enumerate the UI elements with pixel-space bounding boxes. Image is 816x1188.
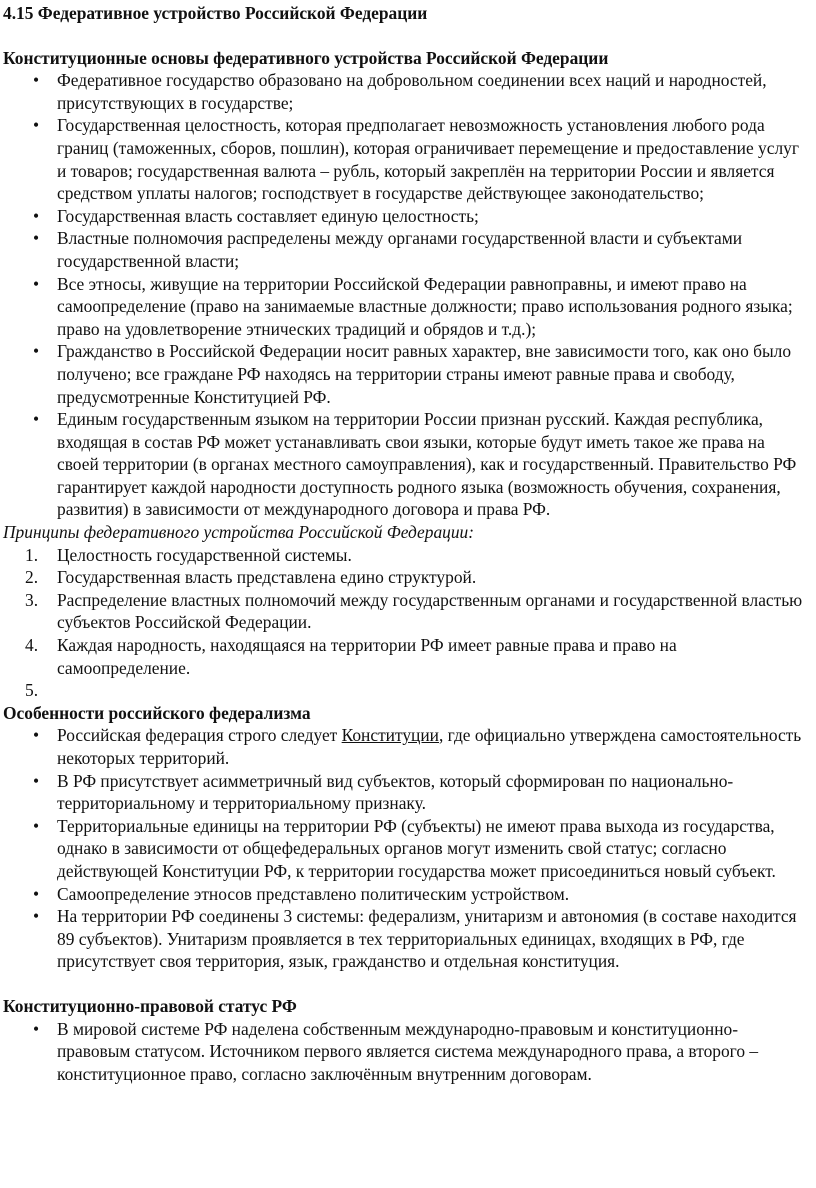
numbered-item bbox=[3, 566, 806, 589]
bullet-icon: • bbox=[32, 906, 40, 927]
legal-status-list bbox=[3, 1018, 806, 1086]
section-heading-legal-status: Конституционно-правовой статус РФ bbox=[3, 995, 297, 1016]
numbered-item-text: Целостность государственной системы. bbox=[57, 544, 352, 565]
list-item-text: Государственная целостность, которая предполагает невозможность установления любого рода границ (таможенных, сборов, пошлин), которая ограничивает перемещение и предоставление услуг и товаров; государственная валюта – рубль, который закреплён на территории России и является средством уплаты налогов; господствует в государстве действующее законодательство; bbox=[57, 115, 799, 204]
list-item-text: На территории РФ соединены 3 системы: федерализм, унитаризм и автономия (в составе находится 89 субъектов). Унитаризм проявляется в тех территориальных единицах, входящих в РФ, где присутствует своя территория, язык, гражданство и отдельная конституция. bbox=[57, 906, 797, 972]
list-item-text-end: , где официально утверждена самостоятельность некоторых территорий. bbox=[57, 725, 802, 768]
bullet-icon: • bbox=[32, 1018, 40, 1039]
principles-heading: Принципы федеративного устройства Российской Федерации: bbox=[3, 522, 475, 543]
bullet-icon: • bbox=[32, 815, 40, 836]
list-item-text: В РФ присутствует асимметричный вид субъектов, который сформирован по национально-территориальному и территориальному признаку. bbox=[57, 770, 734, 814]
section-heading-russian-federalism: Особенности российского федерализма bbox=[3, 702, 311, 723]
list-item bbox=[3, 273, 806, 341]
list-item-text: Гражданство в Российской Федерации носит равных характер, вне зависимости того, как оно было получено; все граждане РФ находясь на территории страны имеют равные права и свободу, предусмотренные Конституцией РФ. bbox=[57, 341, 792, 407]
constitutional-basis-list bbox=[3, 69, 806, 521]
item-number: 3. bbox=[25, 589, 39, 610]
federalism-features-list bbox=[3, 724, 806, 973]
list-item bbox=[3, 770, 806, 815]
bullet-icon: • bbox=[32, 273, 40, 294]
list-item bbox=[3, 815, 806, 883]
list-item bbox=[3, 340, 806, 408]
item-number: 1. bbox=[25, 544, 39, 565]
list-item-text: Территориальные единицы на территории РФ (субъекты) не имеют права выхода из государства, однако в зависимости от общефедеральных органов могут изменить свой статус; согласно действующей Конституции РФ, к территории государства может присоединиться новый субъект. bbox=[57, 815, 776, 881]
list-item-text: Государственная власть составляет единую целостность; bbox=[57, 205, 479, 226]
numbered-item bbox=[3, 634, 806, 679]
list-item bbox=[3, 408, 806, 521]
bullet-icon: • bbox=[32, 409, 40, 430]
bullet-icon: • bbox=[32, 205, 40, 226]
list-item bbox=[3, 227, 806, 272]
item-number: 2. bbox=[25, 567, 39, 588]
list-item-text: Все этносы, живущие на территории Российской Федерации равноправны, и имеют право на самоопределение (право на занимаемые властные должности; право использования родного языка; право на удовлетворение этнических традиций и обрядов и т.д.); bbox=[57, 273, 793, 339]
bullet-icon: • bbox=[32, 341, 40, 362]
list-item bbox=[3, 205, 806, 228]
list-item-text: В мировой системе РФ наделена собственным международно-правовым и конституционно-правовым статусом. Источником первого является система международного права, а второго – конституционное право, согласно заключённым внутренним договорам. bbox=[57, 1018, 759, 1084]
principles-list bbox=[3, 544, 806, 702]
bullet-icon: • bbox=[32, 770, 40, 791]
list-item bbox=[3, 114, 806, 204]
section-heading-constitutional-basis: Конституционные основы федеративного устройства Российской Федерации bbox=[3, 47, 609, 68]
list-item-text-start: Российская федерация строго следует bbox=[57, 725, 342, 746]
numbered-item bbox=[3, 589, 806, 634]
numbered-item-text: Государственная власть представлена едино структурой. bbox=[57, 567, 477, 588]
list-item bbox=[3, 724, 806, 769]
numbered-item-text: Каждая народность, находящаяся на территории РФ имеет равные права и право на самоопределение. bbox=[57, 635, 677, 678]
list-item-text: Федеративное государство образовано на добровольном соединении всех наций и народностей, присутствующих в государстве; bbox=[57, 70, 767, 113]
paragraph-spacer bbox=[3, 973, 806, 995]
list-item-text: Единым государственным языком на территории России признан русский. Каждая республика, входящая в состав РФ может устанавливать свои языки, которые будут иметь такое же права на своей территории (в органах местного самоуправления), как и государственный. Правительство РФ гарантирует каждой народности доступность родного языка (возможность обучения, сохранения, развития) в зависимости от международного договора и права РФ. bbox=[57, 409, 797, 520]
numbered-item bbox=[3, 544, 806, 567]
item-number: 4. bbox=[25, 635, 39, 656]
numbered-item-text: Распределение властных полномочий между государственным органами и государственной властью субъектов Российской Федерации. bbox=[57, 589, 803, 633]
list-item bbox=[3, 69, 806, 114]
list-item bbox=[3, 883, 806, 906]
bullet-icon: • bbox=[32, 883, 40, 904]
constitution-link[interactable]: Конституции bbox=[341, 725, 439, 746]
list-item bbox=[3, 905, 806, 973]
item-number: 5. bbox=[25, 680, 39, 701]
document-title: 4.15 Федеративное устройство Российской Федерации bbox=[3, 3, 428, 23]
list-item-text: Самоопределение этносов представлено политическим устройством. bbox=[57, 883, 570, 904]
bullet-icon: • bbox=[32, 115, 40, 136]
bullet-icon: • bbox=[32, 725, 40, 746]
list-item-text: Властные полномочия распределены между органами государственной власти и субъектами государственной власти; bbox=[57, 228, 743, 271]
list-item bbox=[3, 1018, 806, 1086]
bullet-icon: • bbox=[32, 228, 40, 249]
numbered-item bbox=[3, 679, 806, 702]
bullet-icon: • bbox=[32, 70, 40, 91]
